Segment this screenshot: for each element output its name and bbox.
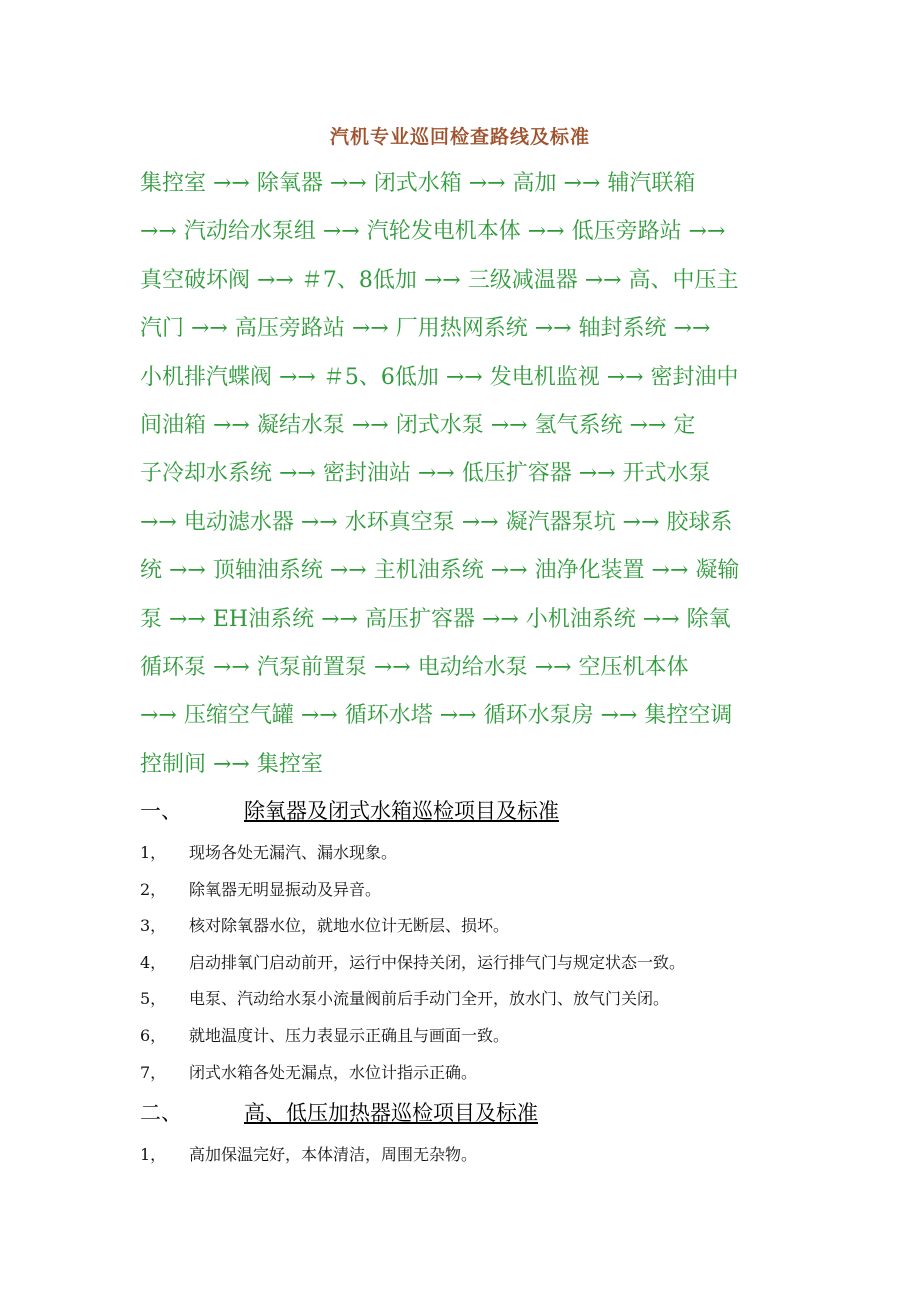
item-number: 2， xyxy=(140,879,167,899)
list-item xyxy=(140,945,840,982)
item-text: 启动排氧门启动前开，运行中保持关闭，运行排气门与规定状态一致。 xyxy=(189,952,686,972)
route-line: 控制间 →→ 集控室 xyxy=(140,751,323,777)
item-text: 现场各处无漏汽、漏水现象。 xyxy=(189,843,398,862)
route-line: 子冷却水系统 →→ 密封油站 →→ 低压扩容器 →→ 开式水泵 xyxy=(140,461,711,487)
route-line: 泵 →→ EH油系统 →→ 高压扩容器 →→ 小机油系统 →→ 除氧 xyxy=(140,606,731,632)
route-line: →→ 汽动给水泵组 →→ 汽轮发电机本体 →→ 低压旁路站 →→ xyxy=(140,219,726,245)
route-line: →→ 电动滤水器 →→ 水环真空泵 →→ 凝汽器泵坑 →→ 胶球系 xyxy=(140,509,733,535)
route-line: 小机排汽蝶阀 →→ ＃5、6低加 →→ 发电机监视 →→ 密封油中 xyxy=(140,364,739,390)
route-line: 统 →→ 顶轴油系统 →→ 主机油系统 →→ 油净化装置 →→ 凝输 xyxy=(140,558,740,584)
list-item xyxy=(140,835,840,872)
document-title: 汽机专业巡回检查路线及标准 xyxy=(329,126,590,148)
item-number: 1， xyxy=(140,1145,167,1164)
list-item xyxy=(140,1137,840,1174)
item-number: 6， xyxy=(140,1025,167,1045)
list-item xyxy=(140,872,840,909)
route-line: →→ 压缩空气罐 →→ 循环水塔 →→ 循环水泵房 →→ 集控空调 xyxy=(140,703,733,729)
section-heading xyxy=(140,1096,538,1130)
route-line: 汽门 →→ 高压旁路站 →→ 厂用热网系统 →→ 轴封系统 →→ xyxy=(140,316,711,342)
item-number: 5， xyxy=(140,989,167,1009)
item-number: 1， xyxy=(140,843,167,862)
inspection-route xyxy=(140,160,820,789)
section-heading xyxy=(140,794,559,828)
section-items xyxy=(140,1137,840,1174)
list-item xyxy=(140,1018,840,1055)
route-line: 真空破坏阀 →→ ＃7、8低加 →→ 三级减温器 →→ 高、中压主 xyxy=(140,267,739,293)
item-text: 高加保温完好，本体清洁，周围无杂物。 xyxy=(189,1145,478,1164)
section-number: 一、 xyxy=(140,799,182,823)
item-text: 电泵、汽动给水泵小流量阀前后手动门全开，放水门、放气门关闭。 xyxy=(189,989,670,1009)
item-number: 4， xyxy=(140,952,167,972)
list-item xyxy=(140,1055,840,1092)
item-text: 核对除氧器水位，就地水位计无断层、损坏。 xyxy=(189,916,510,936)
route-line: 间油箱 →→ 凝结水泵 →→ 闭式水泵 →→ 氢气系统 →→ 定 xyxy=(140,412,696,438)
list-item xyxy=(140,908,840,945)
section-title: 除氧器及闭式水箱巡检项目及标准 xyxy=(244,799,559,823)
item-number: 3， xyxy=(140,916,167,936)
item-text: 就地温度计、压力表显示正确且与画面一致。 xyxy=(189,1025,510,1045)
route-line: 集控室 →→ 除氧器 →→ 闭式水箱 →→ 高加 →→ 辅汽联箱 xyxy=(140,171,696,196)
item-number: 7， xyxy=(140,1062,167,1082)
section-items xyxy=(140,835,840,1091)
item-text: 闭式水箱各处无漏点，水位计指示正确。 xyxy=(189,1062,478,1082)
route-line: 循环泵 →→ 汽泵前置泵 →→ 电动给水泵 →→ 空压机本体 xyxy=(140,654,689,680)
section-number: 二、 xyxy=(140,1101,182,1125)
list-item xyxy=(140,981,840,1018)
section-title: 高、低压加热器巡检项目及标准 xyxy=(244,1101,538,1125)
item-text: 除氧器无明显振动及异音。 xyxy=(189,879,382,899)
